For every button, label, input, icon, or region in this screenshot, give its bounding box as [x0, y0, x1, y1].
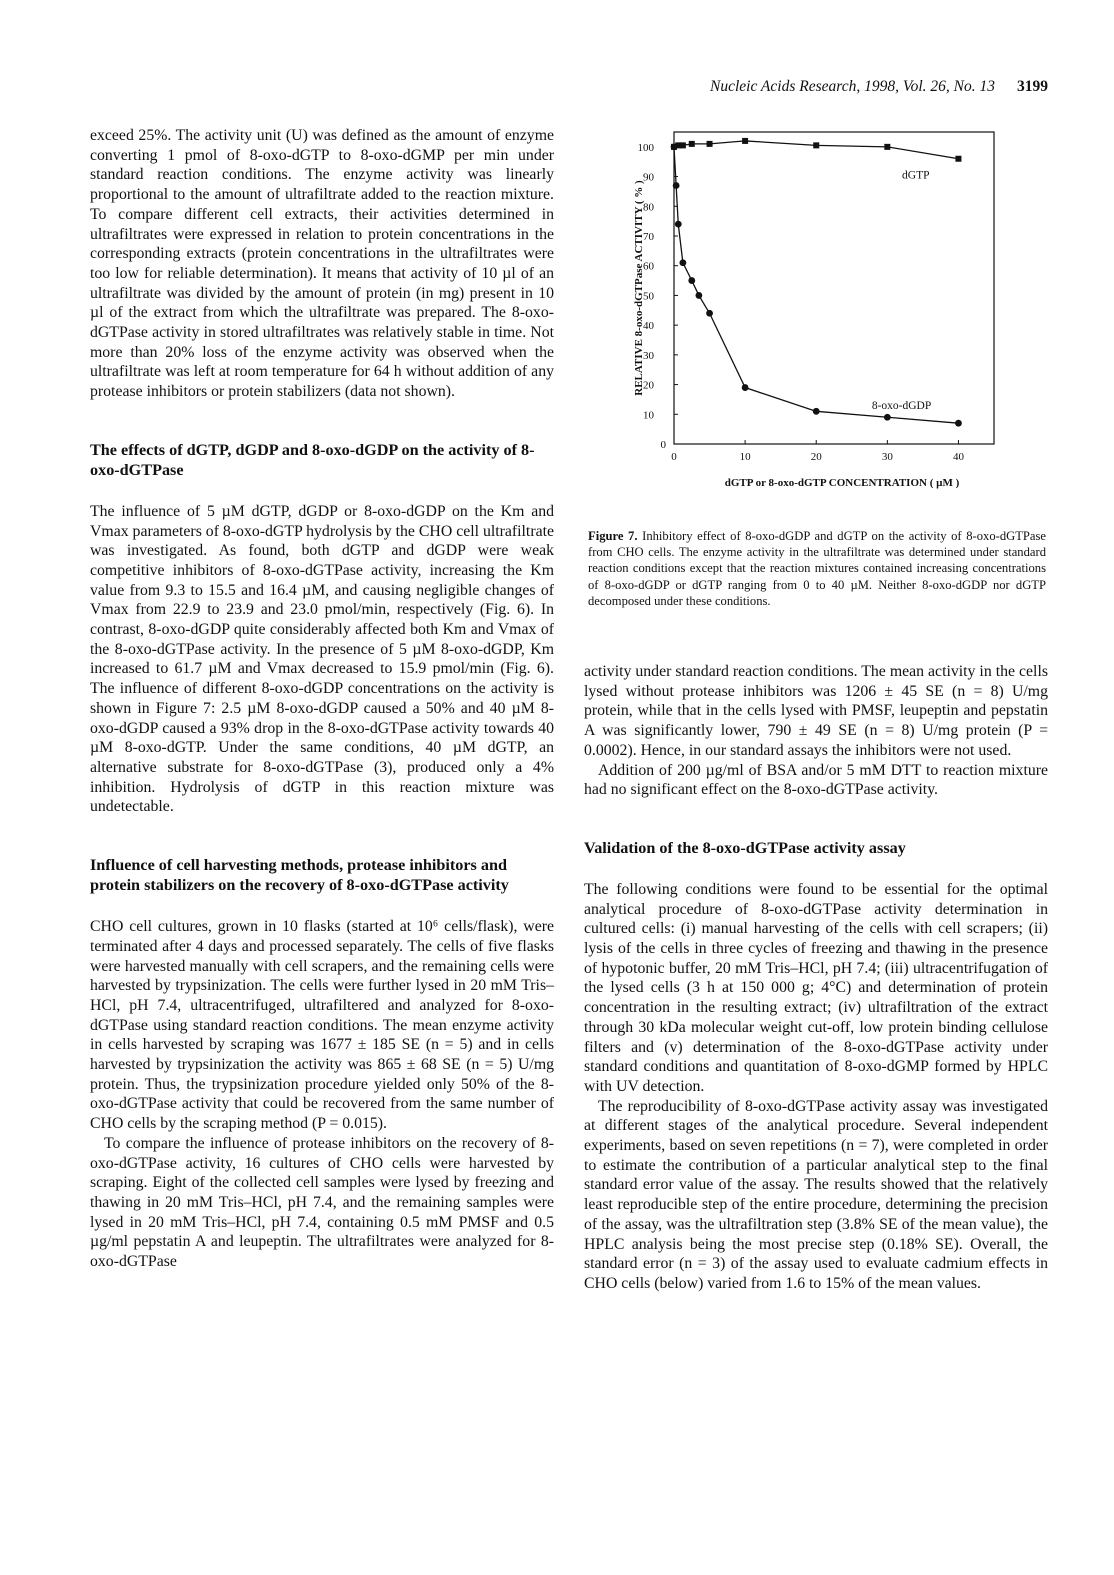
paragraph-protease: To compare the influence of protease inhibitors on the recovery of 8-oxo-dGTPase activity, 16 cultures of CHO cells were harvested by scraping. Eight of the collected cell samples were lysed by freezing and thawing in 20 mM Tris–HCl, pH 7.4, and the remaining samples were lysed in 20 mM Tris–HCl, pH 7.4, containing 0.5 mM PMSF and 0.5 µg/ml pepstatin A and leupeptin. The ultrafiltrates were analyzed for 8-oxo-dGTPase	[90, 1134, 554, 1271]
x-tick-label: 40	[952, 451, 964, 463]
y-tick-label: 20	[643, 379, 654, 392]
paragraph-harvesting: CHO cell cultures, grown in 10 flasks (started at 10⁶ cells/flask), were terminated after 4 days and processed separately. The cells of five flasks were harvested manually with cell scrapers, and the remaining cells were harvested by trypsinization. The cells were further lysed in 20 mM Tris–HCl, pH 7.4, ultracentrifuged, ultrafiltered and analyzed for 8-oxo-dGTPase using standard reaction conditions. The mean enzyme activity in cells harvested by scraping was 1677 ± 185 SE (n = 5) and in cells harvested by trypsinization the activity was 865 ± 68 SE (n = 5) U/mg protein. Thus, the trypsinization procedure yielded only 50% of the 8-oxo-dGTPase activity that could be recovered from the same number of CHO cells by the scraping method (P = 0.015).	[90, 918, 554, 1133]
y-tick-label: 30	[643, 349, 654, 362]
y-tick-label: 70	[643, 231, 654, 243]
paragraph-protease-results: activity under standard reaction conditions. The mean activity in the cells lysed without protease inhibitors was 1206 ± 45 SE (n = 8) U/mg protein, while that in the cells lysed with PMSF, leupeptin and pepstatin A was significantly lower, 790 ± 49 SE (n = 8) U/mg protein (P = 0.0002). Hence, in our standard assays the inhibitors were not used.	[584, 663, 1048, 759]
y-tick-label: 80	[643, 201, 654, 214]
data-point-circle	[884, 414, 891, 421]
y-tick-label: 90	[643, 171, 654, 184]
chart-svg	[612, 122, 1052, 502]
data-point-circle	[706, 310, 713, 317]
y-tick-label: 100	[637, 141, 654, 154]
data-point-circle	[675, 221, 682, 228]
y-axis-label: RELATIVE 8-oxo-dGTPase ACTIVITY ( % )	[633, 180, 645, 396]
paragraph-reproducibility: The reproducibility of 8-oxo-dGTPase activity assay was investigated at different stages of the analytical procedure. Several independent experiments, based on seven repetitions (n = 7), were completed in order to estimate the contribution of a particular analytical step to the final standard error value of the assay. The results showed that the relatively least reproducible step of the entire procedure, determining the precision of the assay, was the ultrafiltration step (3.8% SE of the mean value), the HPLC analysis being the most precise step (0.18% SE). Overall, the standard error (n = 3) of the assay used to evaluate cadmium effects in CHO cells (below) varied from 1.6 to 15% of the mean values.	[584, 1097, 1048, 1292]
figure-7-chart	[612, 122, 1052, 502]
series-label: 8-oxo-dGDP	[871, 400, 932, 413]
x-tick-label: 10	[739, 451, 751, 463]
data-point-circle	[673, 182, 680, 189]
figure-caption	[588, 528, 1046, 609]
data-point-circle	[695, 292, 702, 299]
right-column	[584, 662, 1048, 1294]
data-point-circle	[813, 408, 820, 415]
data-point-square	[707, 141, 713, 147]
caption-text: Inhibitory effect of 8-oxo-dGDP and dGTP on the activity of 8-oxo-dGTPase from CHO cells. The enzyme activity in the ultrafiltrate was determined under standard reaction conditions except that the reaction mixtures contained increasing concentrations of 8-oxo-dGDP or dGTP ranging from 0 to 40 µM. Neither 8-oxo-dGDP nor dGTP decomposed under these conditions.	[588, 529, 1046, 608]
heading-influence: Influence of cell harvesting methods, protease inhibitors and protein stabilizers on the recovery of 8-oxo-dGTPase activity	[90, 856, 509, 895]
data-point-square	[680, 142, 686, 148]
journal-citation: Nucleic Acids Research, 1998, Vol. 26, No. 13	[710, 78, 995, 95]
x-axis-label: dGTP or 8-oxo-dGTP CONCENTRATION ( µM )	[724, 477, 960, 489]
data-point-square	[813, 142, 819, 148]
origin-label: 0	[660, 439, 666, 451]
x-tick-label: 20	[810, 451, 822, 463]
data-point-circle	[688, 277, 695, 284]
paragraph-activity-unit: exceed 25%. The activity unit (U) was defined as the amount of enzyme converting 1 pmol of 8-oxo-dGTP to 8-oxo-dGMP per min under standard reaction conditions. The enzyme activity was linearly proportional to the amount of ultrafiltrate added to the reaction mixture. To compare different cell extracts, their activities determined in ultrafiltrates were expressed in relation to protein concentrations in the corresponding extracts (protein concentrations in the ultrafiltrates were too low for reliable determination). It means that activity of 10 µl of an ultrafiltrate was divided by the amount of protein (in mg) present in 10 µl of the extract from which the ultrafiltrate was prepared. The 8-oxo-dGTPase activity in stored ultrafiltrates was relatively stable in time. Not more than 20% loss of the enzyme activity was observed when the ultrafiltrate was left at room temperature for 64 h without addition of any protease inhibitors or protein stabilizers (data not shown).	[90, 127, 554, 401]
y-tick-label: 40	[643, 320, 654, 333]
data-point-square	[884, 144, 890, 150]
paragraph-bsa: Addition of 200 µg/ml of BSA and/or 5 mM DTT to reaction mixture had no significant effect on the 8-oxo-dGTPase activity.	[584, 761, 1048, 799]
series-line	[674, 147, 958, 423]
y-tick-label: 50	[643, 290, 654, 303]
page-number: 3199	[1017, 78, 1048, 95]
data-point-square	[689, 141, 695, 147]
caption-label: Figure 7.	[588, 529, 638, 543]
left-column	[90, 126, 554, 1272]
paragraph-inhibitors: The influence of 5 µM dGTP, dGDP or 8-oxo-dGDP on the Km and Vmax parameters of 8-oxo-dGTP hydrolysis by the CHO cell ultrafiltrate was investigated. As found, both dGTP and dGDP were weak competitive inhibitors of 8-oxo-dGTPase activity, increasing the Km value from 9.3 to 15.5 and 16.4 µM, and causing negligible changes of Vmax from 22.9 to 23.9 and 23.0 pmol/min, respectively (Fig. 6). In contrast, 8-oxo-dGDP quite considerably affected both Km and Vmax of the 8-oxo-dGTPase activity. In the presence of 5 µM 8-oxo-dGDP, Km increased to 61.7 µM and Vmax decreased to 15.9 pmol/min (Fig. 6). The influence of different 8-oxo-dGDP concentrations on the activity is shown in Figure 7: 2.5 µM 8-oxo-dGDP caused a 50% and 40 µM 8-oxo-dGDP caused a 93% drop in the 8-oxo-dGTPase activity towards 40 µM 8-oxo-dGTP. Under the same conditions, 40 µM dGTP, an alternative substrate for 8-oxo-dGTPase (3), produced only a 4% inhibition. Hydrolysis of dGTP in this reaction mixture was undetectable.	[90, 502, 554, 816]
data-point-circle	[955, 420, 962, 427]
data-point-square	[955, 156, 961, 162]
heading-validation: Validation of the 8-oxo-dGTPase activity assay	[584, 838, 906, 857]
x-tick-label: 0	[671, 451, 677, 463]
plot-frame	[674, 132, 994, 444]
heading-effects: The effects of dGTP, dGDP and 8-oxo-dGDP on the activity of 8-oxo-dGTPase	[90, 440, 535, 479]
paragraph-conditions: The following conditions were found to be essential for the optimal analytical procedure of 8-oxo-dGTPase activity determination in cultured cells: (i) manual harvesting of the cells with cell scrapers; (ii) lysis of the cells in three cycles of freezing and thawing in the presence of hypotonic buffer, 20 mM Tris–HCl, pH 7.4; (iii) ultracentrifugation of the lysed cells (3 h at 150 000 g; 4°C) and determination of protein concentration in the resulting extract; (iv) ultrafiltration of the extract through 30 kDa molecular weight cut-off, low protein binding cellulose filters and (v) determination of the 8-oxo-dGTPase activity under standard conditions and quantitation of 8-oxo-dGMP formed by HPLC with UV detection.	[584, 880, 1048, 1095]
series-label: dGTP	[902, 169, 930, 182]
data-point-square	[742, 138, 748, 144]
data-point-circle	[742, 384, 749, 391]
data-point-circle	[679, 259, 686, 266]
x-tick-label: 30	[881, 451, 893, 463]
running-head	[710, 78, 1048, 96]
y-tick-label: 60	[643, 260, 654, 273]
data-point-circle	[671, 143, 678, 150]
y-tick-label: 10	[643, 409, 654, 422]
